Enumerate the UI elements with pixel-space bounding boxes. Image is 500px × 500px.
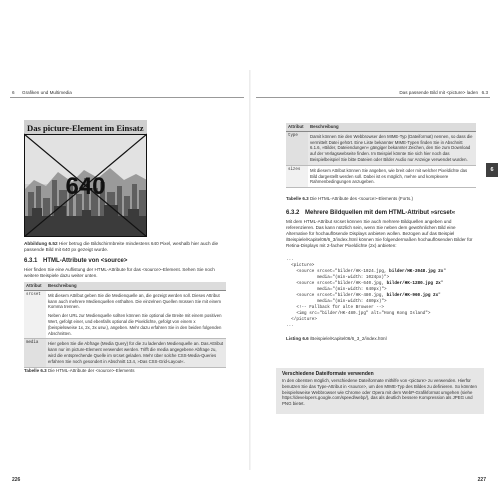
table-row <box>24 290 226 339</box>
code-highlight: bilder/HK-2048.jpg 2x <box>389 269 444 274</box>
right-running-head-text: Das passende Bild mit <picture> laden <box>399 90 478 95</box>
code-line: <picture> <box>286 263 315 268</box>
right-running-head <box>256 88 490 98</box>
table-header-attribut: Attribut <box>286 123 308 131</box>
table-cell-desc: Damit können Sie den Webbrowser den MIME-Typ (Dateiformat) nennen, so dass die vermittelt Datei gehört. Eine Liste bekannter MIME-Typen finden Sie in Abschnitt 6.1.6, »Bilder, Dateiendungen« gängiger bekannter Zeichen, den Sie zum Download auf der Verlagswebseite finden. Im Beispiel könnte Sie sich hier noch das Beispielbeispiel Sie bitte Dateien oder Bilder Audio nur Anzeige verwendet wurden. <box>308 131 476 165</box>
code-line: <source srcset="bilder/HK-640.jpg, bilder/HK-1280.jpg 2x" <box>286 281 444 286</box>
table-cell-desc: Hier geben Sie die Abfrage (Media Query) für die zu ladenden Medienquelle an. Das Attribut kann nur im picture-Element verwendet werden. Trifft die media angegebene Abfrage zu, wird die entsprechende Quelle im srcset geladen. Mehr über solche CSS-Media-Queries erfahren Sie noch gesondert in Abschnitt 13.4, »Das CSS-Grid-Layout«. <box>46 339 226 367</box>
left-section-number: 6.3.1 <box>24 258 38 264</box>
figure-caption <box>24 241 224 253</box>
table-cell-desc-para: Mit diesem Attribut geben Sie die Medienquelle an, die gezeigt werden soll. Dieses Attribut kann auch mehrere Medienquellen enthalten. Die einzelnen Quellen müssen Sie mit einem Komma trennen. <box>48 292 221 310</box>
figure-caption-text: Hier betrug die Bildschirmbreite mindestens 640 Pixel, weshalb hier auch die passende Bild mit 640 px gezeigt wurde. <box>24 241 219 253</box>
right-table-caption <box>286 196 413 201</box>
book-gutter <box>249 70 251 470</box>
code-line: <img src="bilder/HK-480.jpg" alt="Hong Kong Island"> <box>286 311 431 316</box>
right-table-caption-label: Tabelle 6.3 <box>286 196 309 201</box>
listing-caption-label: Listing 6.6 <box>286 336 309 341</box>
code-line: </picture> <box>286 317 317 322</box>
info-box <box>276 368 484 414</box>
code-line: <!-- Fallback für alte Browser --> <box>286 305 384 310</box>
code-highlight: bilder/HK-960.jpg 2x <box>386 293 439 298</box>
right-body-paragraph: Mit dem HTML-Attribut srcset können Sie auch mehrere Bildquellen angeben und referenzieren. Das kann nützlich sein, wenn Sie neben dem gewöhnlichen Bild eine Alternative für hochauflösende Displays anbieten wollen. Bezogen auf das Beispiel /Beispiele/Kapitel06/6_3/index.html können Sie folgendermaßen hochauflösenden Bilder für Retina-Displays mit 2-facher Pixeldichte (2x) anbieten: <box>286 219 473 249</box>
code-line: ... <box>286 257 294 262</box>
table-cell-desc <box>46 290 226 339</box>
left-table-caption-label: Tabelle 6.3 <box>24 368 47 373</box>
table-row <box>24 339 226 367</box>
code-line: media="(min-width: 1024px)"> <box>286 275 390 280</box>
right-section-heading <box>286 210 455 216</box>
code-line: <source srcset="bilder/HK-480.jpg, bilder/HK-960.jpg 2x" <box>286 293 441 298</box>
right-running-head-number: 6.3 <box>481 90 488 95</box>
code-line: <source srcset="bilder/HK-1024.jpg, bilder/HK-2048.jpg 2x" <box>286 269 446 274</box>
figure-title: Das picture-Element im Einsatz <box>27 123 144 133</box>
table-row <box>286 165 476 187</box>
figure-size-label: 640 <box>65 173 106 200</box>
right-section-number: 6.3.2 <box>286 210 300 216</box>
table-cell-attr: media <box>24 339 46 367</box>
left-page-number: 226 <box>12 477 21 483</box>
left-running-head <box>10 88 244 98</box>
code-line: media="(min-width: 640px)"> <box>286 287 387 292</box>
table-header-beschreibung: Beschreibung <box>46 282 226 290</box>
picture-element-figure <box>24 120 147 237</box>
right-page-number: 227 <box>477 477 486 483</box>
code-line: ... <box>286 323 294 328</box>
table-cell-desc: Mit diesem Attribut können Sie angeben, wie breit oder mit welcher Pixeldichte das Bild dargestellt werden soll. Dabei ist es möglich, mehre und komplexere Rahmenbedingungen anzugeben. <box>308 165 476 187</box>
info-box-text: In den obersten möglich, verschiedene Dateiformate mithilfe von <picture> zu verwenden. Hierfür benutzen Sie das Type-Attribut in <source>, um den MIME-Typ des Bildes zu definieren. So könnten beispielsweise Webbrowser wie Chrome oder Opera mit dem WebP-Grafikformat umgehen (siehe https://developers.google.com/speed/webp/), das als deutlich bessere Kompression als JPEG und PNG bietet. <box>282 378 477 407</box>
table-header-attribut: Attribut <box>24 282 46 290</box>
left-running-head-number: 6 <box>12 90 15 95</box>
right-table-caption-text: Die HTML-Attribute des <source>-Elements (Forts.) <box>309 196 413 201</box>
table-cell-desc-para: Neben der URL zur Medienquelle sollten können Sie optional die Breite mit einem positiven Wert, gefolgt einer, und ebenfalls optional die Pixeldichte, gefolgt von einem x (beispielsweise 1x, 2x, 3x usw.), angeben. Mehr dazu erfahren Sie in den beiden folgenden Abschnitten. <box>48 313 222 336</box>
left-running-head-text: Grafiken und Multimedia <box>22 90 72 95</box>
left-table-caption <box>24 368 135 373</box>
left-intro-paragraph: Hier finden Sie eine Auflistung der HTML-Attribute für das <source>-Element. Sehen Sie noch weitere Beispiele dazu weiter unten. <box>24 267 215 279</box>
chapter-thumb-tab: 6 <box>486 163 498 177</box>
figure-caption-label: Abbildung 6.52 <box>24 241 58 246</box>
listing-caption <box>286 336 387 341</box>
table-cell-attr: type <box>286 131 308 165</box>
table-header-beschreibung: Beschreibung <box>308 123 476 131</box>
info-box-title: Verschiedene Dateiformate verwenden <box>282 371 374 377</box>
listing-caption-text: /Beispiele/Kapitel06/6_3_2/index.html <box>310 336 387 341</box>
table-cell-attr: sizes <box>286 165 308 187</box>
code-listing <box>286 257 476 329</box>
left-section-heading <box>24 258 127 264</box>
table-cell-attr: srcset <box>24 290 46 339</box>
left-section-title: HTML-Attribute von <source> <box>43 258 128 264</box>
code-line: media="(min-width: 480px)"> <box>286 299 387 304</box>
right-attribute-table <box>286 123 476 188</box>
left-attribute-table <box>24 282 226 368</box>
table-row <box>286 131 476 165</box>
left-table-caption-text: Die HTML-Attribute der <source>-Elements <box>47 368 135 373</box>
right-section-title: Mehrere Bildquellen mit dem HTML-Attribut »srcset« <box>305 210 456 216</box>
code-highlight: bilder/HK-1280.jpg 2x <box>386 281 441 286</box>
